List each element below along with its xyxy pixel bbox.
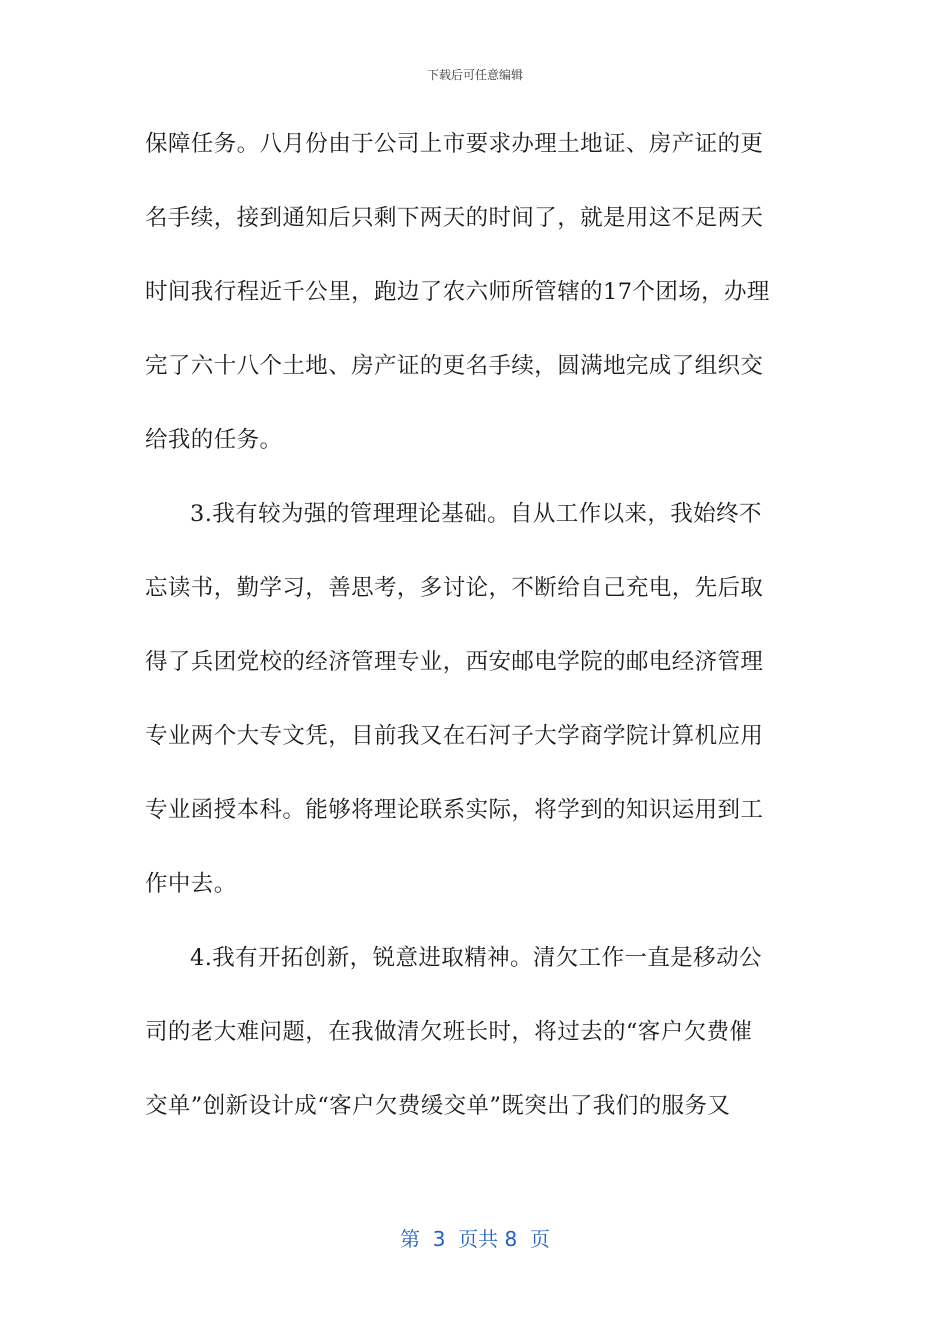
line-spacing (145, 311, 805, 348)
line-spacing (145, 459, 805, 496)
text-line: 完了六十八个土地、房产证的更名手续，圆满地完成了组织交 (145, 353, 764, 379)
line-spacing (145, 1051, 805, 1088)
text-line: 名手续，接到通知后只剩下两天的时间了，就是用这不足两天 (145, 205, 764, 231)
line-spacing (145, 385, 805, 422)
text-line: 交单”创新设计成“客户欠费缓交单”既突出了我们的服务又 (145, 1093, 731, 1119)
page-number-label: 第 3 页共 8 页 (400, 1227, 550, 1251)
header-note: 下载后可任意编辑 (426, 68, 523, 82)
line-spacing (145, 607, 805, 644)
line-spacing (145, 977, 805, 1014)
text-line: 作中去。 (145, 871, 237, 897)
paragraph-start-line: 4.我有开拓创新，锐意进取精神。清欠工作一直是移动公 (190, 945, 762, 971)
text-line: 专业两个大专文凭，目前我又在石河子大学商学院计算机应用 (145, 723, 764, 749)
line-spacing (145, 829, 805, 866)
text-line: 给我的任务。 (145, 427, 283, 453)
text-line: 时间我行程近千公里，跑边了农六师所管辖的17个团场，办理 (145, 279, 770, 305)
text-line: 专业函授本科。能够将理论联系实际，将学到的知识运用到工 (145, 797, 764, 823)
line-spacing (145, 681, 805, 718)
line-spacing (145, 755, 805, 792)
line-spacing (145, 903, 805, 940)
paragraph-start-line: 3.我有较为强的管理理论基础。自从工作以来，我始终不 (190, 501, 762, 527)
text-line: 得了兵团党校的经济管理专业，西安邮电学院的邮电经济管理 (145, 649, 764, 675)
line-spacing (145, 237, 805, 274)
text-line: 保障任务。八月份由于公司上市要求办理土地证、房产证的更 (145, 131, 764, 157)
page-number-footer (0, 1226, 950, 1252)
line-spacing (145, 163, 805, 200)
text-line: 司的老大难问题，在我做清欠班长时，将过去的“客户欠费催 (145, 1019, 753, 1045)
document-body (145, 126, 805, 1125)
line-spacing (145, 533, 805, 570)
text-line: 忘读书，勤学习，善思考，多讨论，不断给自己充电，先后取 (145, 575, 764, 601)
